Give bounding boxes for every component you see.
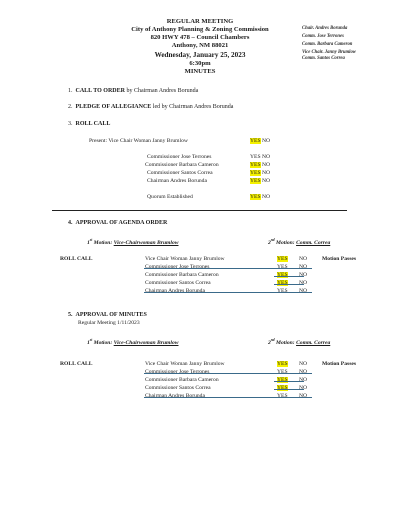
roll1-vote-cameron: YES NO — [250, 162, 271, 168]
minutes-yes-correa: YES — [277, 385, 288, 391]
strike-line — [274, 389, 304, 390]
strike-line — [274, 381, 304, 382]
minutes-result: Motion Passes — [322, 361, 357, 367]
minutes-name-borunda: Chairman Andres Borunda — [145, 393, 205, 399]
agenda-yes-borunda: YES — [277, 288, 288, 294]
roster-chair: Chair. Andres Borunda — [302, 26, 348, 31]
roster-cameron: Comm. Barbara Cameron — [302, 42, 353, 47]
item-agenda-order: 4. APPROVAL OF AGENDA ORDER — [68, 220, 168, 226]
minutes-roll-call-label: ROLL CALL — [60, 361, 93, 367]
agenda-no-terrones: NO — [299, 264, 308, 270]
agenda-no-brumlow: NO — [299, 256, 308, 262]
minutes-no-correa: NO — [299, 385, 308, 391]
quorum-vote: YES NO — [250, 194, 271, 200]
meeting-type: REGULAR MEETING — [166, 18, 234, 25]
agenda-yes-cameron: YES — [277, 272, 288, 278]
quorum-label: Quorum Established — [147, 194, 193, 200]
agenda-second-motion: 2nd Motion: Comm. Correa — [268, 238, 331, 246]
present-line: Present: Vice Chair Woman Janny Brumlow — [89, 138, 188, 144]
agenda-name-cameron: Commissioner Barbara Cameron — [145, 272, 219, 278]
roll1-vote-terrones: YES NO — [250, 154, 271, 160]
minutes-no-cameron: NO — [299, 377, 308, 383]
agenda-yes-terrones: YES — [277, 264, 288, 270]
roll1-name-terrones: Commissioner Jose Terrones — [147, 154, 212, 160]
minutes-second-motion: 2nd Motion: Comm. Correa — [268, 338, 331, 346]
commission-name: City of Anthony Planning & Zoning Commission — [131, 26, 269, 33]
roll1-name-cameron: Commissioner Barbara Cameron — [145, 162, 219, 168]
strike-line — [274, 276, 304, 277]
minutes-yes-brumlow: YES — [277, 361, 288, 367]
meeting-location: 820 HWY 478 – Council Chambers — [150, 34, 250, 41]
minutes-no-brumlow: NO — [299, 361, 308, 367]
meeting-date: Wednesday, January 25, 2023 — [154, 51, 246, 59]
minutes-title: MINUTES — [184, 68, 216, 75]
minutes-no-borunda: NO — [299, 393, 308, 399]
minutes-name-terrones: Commissioner Jose Terrones — [145, 369, 210, 375]
roster-vice-chair: Vice Chair. Janny Brumlow — [302, 50, 356, 55]
agenda-no-cameron: NO — [299, 272, 308, 278]
section-divider — [52, 210, 347, 211]
agenda-roll-call-label: ROLL CALL — [60, 256, 93, 262]
meeting-time: 6:30pm — [189, 60, 211, 67]
minutes-yes-borunda: YES — [277, 393, 288, 399]
present-vote: YES NO — [250, 138, 271, 144]
roll1-vote-correa: YES NO — [250, 170, 271, 176]
item-roll-call: 3. ROLL CALL — [68, 121, 111, 127]
strike-line — [144, 268, 312, 269]
roll1-name-borunda: Chairman Andres Borunda — [147, 178, 207, 184]
minutes-name-correa: Commissioner Santos Correa — [145, 385, 211, 391]
agenda-yes-correa: YES — [277, 280, 288, 286]
minutes-no-terrones: NO — [299, 369, 308, 375]
strike-line — [144, 373, 312, 374]
agenda-name-terrones: Commissioner Jose Terrones — [145, 264, 210, 270]
agenda-name-brumlow: Vice Chair Woman Janny Brumlow — [145, 256, 225, 262]
agenda-name-borunda: Chairman Andres Borunda — [145, 288, 205, 294]
minutes-sub: Regular Meeting 1/11/2023 — [78, 320, 140, 326]
roll1-name-correa: Commissioner Santos Correa — [147, 170, 213, 176]
roster-correa: Comm. Santos Correa — [302, 56, 345, 61]
roster-terrones: Comm. Jose Terrones — [302, 34, 344, 39]
item-pledge: 2. PLEDGE OF ALLEGIANCE led by Chairman Andres Borunda — [68, 104, 234, 110]
strike-line — [144, 292, 312, 293]
meeting-city: Anthony, NM 88021 — [171, 42, 229, 49]
agenda-name-correa: Commissioner Santos Correa — [145, 280, 211, 286]
agenda-no-borunda: NO — [299, 288, 308, 294]
item-call-to-order: 1. CALL TO ORDER by Chairman Andres Borunda — [68, 88, 199, 94]
agenda-no-correa: NO — [299, 280, 308, 286]
strike-line — [274, 284, 304, 285]
item-approval-minutes: 5. APPROVAL OF MINUTES — [68, 312, 147, 318]
agenda-result: Motion Passes — [322, 256, 357, 262]
minutes-name-brumlow: Vice Chair Woman Janny Brumlow — [145, 361, 225, 367]
minutes-first-motion: 1st Motion: Vice-Chairwoman Brumlow — [87, 338, 179, 346]
minutes-yes-terrones: YES — [277, 369, 288, 375]
minutes-yes-cameron: YES — [277, 377, 288, 383]
agenda-first-motion: 1st Motion: Vice-Chairwoman Brumlow — [87, 238, 179, 246]
agenda-yes-brumlow: YES — [277, 256, 288, 262]
strike-line — [144, 397, 312, 398]
minutes-name-cameron: Commissioner Barbara Cameron — [145, 377, 219, 383]
roll1-vote-borunda: YES NO — [250, 178, 271, 184]
